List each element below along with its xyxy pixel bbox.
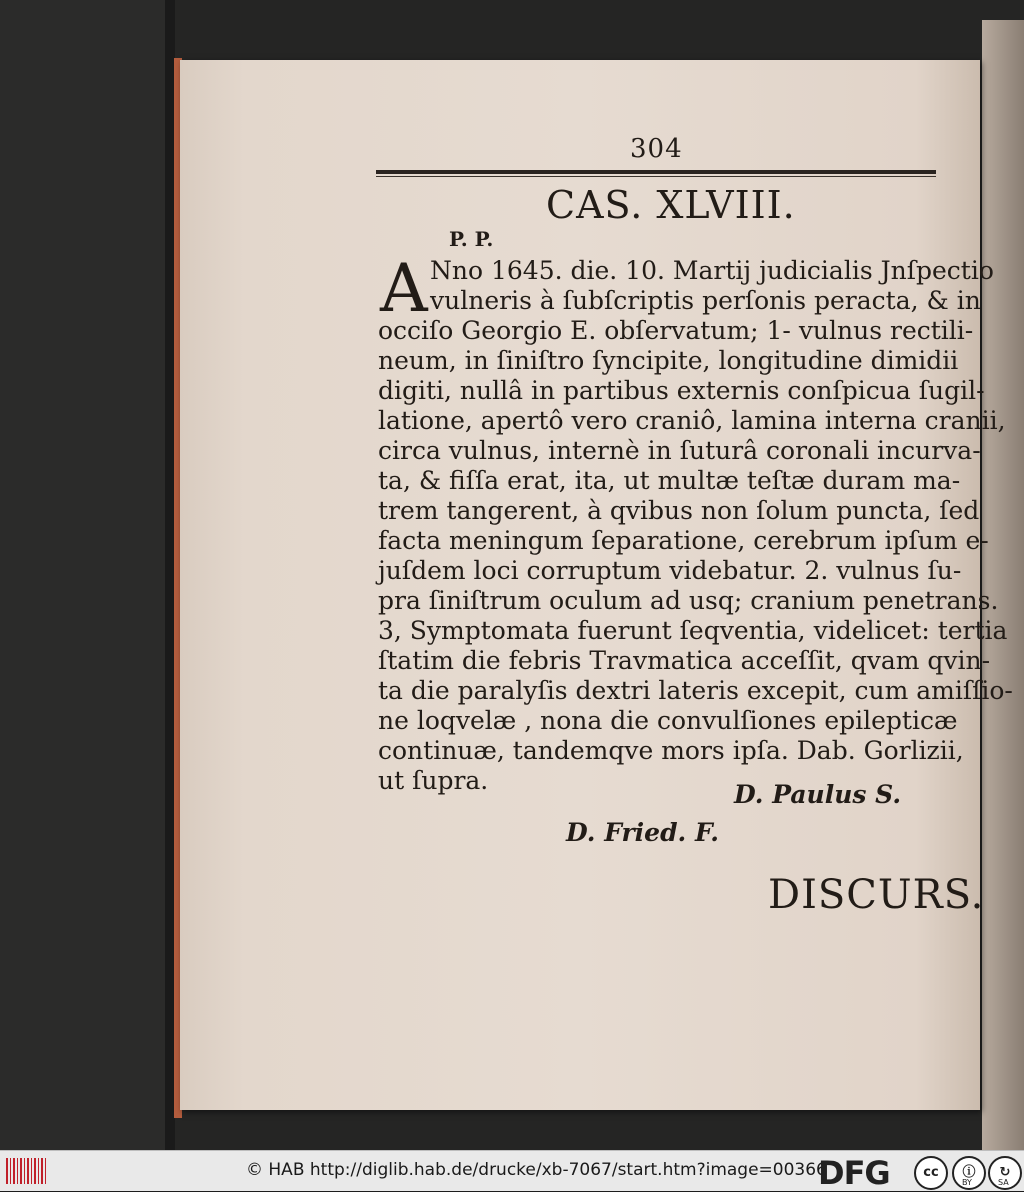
text-line: ne loqvelæ , nona die convulſiones epilepticæ	[378, 706, 958, 735]
text-line: continuæ, tandemqve mors ipſa. Dab. Gorlizii,	[378, 736, 964, 765]
text-line: circa vulnus, internè in ſuturâ coronali incurva-	[378, 436, 981, 465]
signature-fried: D. Fried. F.	[566, 818, 719, 847]
text-line: ta die paralyſis dextri lateris excepit, cum amiſſio-	[378, 676, 1013, 705]
header-rule-thin	[376, 176, 936, 177]
text-line: ta, & fiſſa erat, ita, ut multæ teſtæ duram ma-	[378, 466, 961, 495]
source-link[interactable]: © HAB http://diglib.hab.de/drucke/xb-7067/start.htm?image=00366	[246, 1160, 827, 1180]
text-line: occiſo Georgio E. obſervatum; 1- vulnus rectili-	[378, 316, 974, 345]
sa-label: SA	[998, 1178, 1009, 1187]
page-number: 304	[630, 134, 683, 164]
hab-logo-icon	[6, 1158, 48, 1184]
pp-heading: P. P.	[449, 227, 494, 251]
case-title: CAS. XLVIII.	[546, 183, 796, 227]
text-line: neum, in ſiniſtro ſyncipite, longitudine dimidii	[378, 346, 959, 375]
text-line: vulneris à ſubſcriptis perſonis peracta, & in	[430, 286, 981, 315]
header-rule	[376, 170, 936, 174]
by-label: BY	[962, 1178, 972, 1187]
adjacent-page-edge	[982, 20, 1024, 1150]
text-line: latione, apertô vero craniô, lamina interna cranii,	[378, 406, 1006, 435]
text-line: ut ſupra.	[378, 766, 489, 795]
text-line: pra ſiniſtrum oculum ad usq; cranium penetrans.	[378, 586, 999, 615]
drop-cap: A	[380, 250, 428, 327]
footer-bar	[0, 1150, 1024, 1191]
dfg-logo: DFG	[818, 1154, 890, 1192]
cc-icon: cc	[914, 1156, 948, 1190]
by-attribution-icon: ⓘ	[952, 1156, 986, 1190]
text-line: Nno 1645. die. 10. Martij judicialis Jnſpectio	[430, 256, 994, 285]
book-board	[0, 0, 165, 1150]
text-line: 3, Symptomata fuerunt ſeqventia, videlicet: tertia	[378, 616, 1008, 645]
signature-paulus: D. Paulus S.	[734, 780, 902, 809]
text-line: facta meningum ſeparatione, cerebrum ipſum e-	[378, 526, 989, 555]
text-line: digiti, nullâ in partibus externis conſpicua ſugil-	[378, 376, 985, 405]
text-line: ſtatim die febris Travmatica acceſſit, qvam qvin-	[378, 646, 991, 675]
text-line: trem tangerent, à qvibus non ſolum puncta, ſed	[378, 496, 980, 525]
discurs-heading: DISCURS.	[768, 872, 985, 918]
text-line: juſdem loci corruptum videbatur. 2. vulnus ſu-	[378, 556, 962, 585]
sa-sharealike-icon: ↻	[988, 1156, 1022, 1190]
